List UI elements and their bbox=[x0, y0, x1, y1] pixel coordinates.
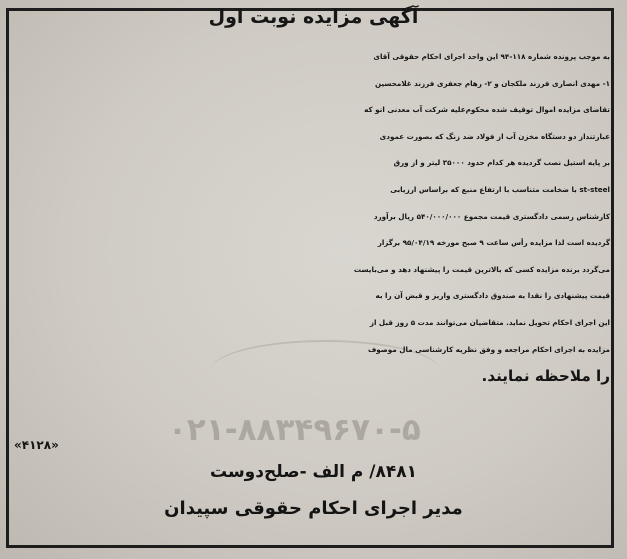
body-line: st-steel با ضخامت متناسب با ارتفاع منبع که براساس ارزیابی bbox=[390, 184, 610, 194]
body-line: گردیده است لذا مزایده رأس ساعت ۹ صبح مورخه ۹۵/۰۴/۱۹ برگزار bbox=[377, 238, 610, 248]
body-line: قیمت پیشنهادی را نقدا به صندوق دادگستری واریز و قبض آن را به bbox=[375, 291, 610, 301]
body-line: تقاضای مزایده اموال توقیف شده محکوم‌علیه شرکت آب معدنی انو که bbox=[364, 105, 610, 115]
body-line: عبارتنداز دو دستگاه مخزن آب از فولاد ضد زنگ که بصورت عمودی bbox=[379, 131, 610, 141]
body-line: بر پایه استیل نصب گردیده هر کدام حدود ۳۵۰۰۰ لیتر و از ورق bbox=[393, 158, 610, 168]
notice-title: آگهی مزایده نوبت اول bbox=[208, 6, 419, 28]
body-line: ۱- مهدی انصاری فرزند ملکجان و ۲- رهام جعفری فرزند غلامحسین bbox=[374, 78, 610, 88]
body-line: را ملاحظه نمایند. bbox=[481, 367, 610, 386]
notice-body bbox=[14, 44, 610, 390]
body-line: مزایده به اجرای احکام مراجعه و وفق نظریه کارشناسی مال موصوف bbox=[367, 344, 610, 354]
watermark-phone-number: ۰۲۱-۸۸۳۴۹۶۷۰-۵ bbox=[168, 412, 421, 448]
body-line: این اجرای احکام تحویل نماید. متقاضیان می‌توانند مدت ۵ روز قبل از bbox=[369, 317, 610, 327]
body-line: می‌گردد برنده مزایده کسی که بالاترین قیمت را پیشنهاد دهد و می‌بایست bbox=[353, 264, 610, 274]
signature-office: مدیر اجرای احکام حقوقی سپیدان bbox=[164, 498, 463, 519]
body-line: به موجب پرونده شماره ۱۱۸-۹۴ این واحد اجرای احکام حقوقی آقای bbox=[373, 52, 610, 61]
body-line: کارشناس رسمی دادگستری قیمت مجموع ۵۴۰/۰۰۰/۰۰۰ ریال برآورد bbox=[373, 211, 610, 221]
signature-reference: ۸۴۸۱/ م الف -صلح‌دوست bbox=[209, 462, 418, 482]
reference-code: «۴۱۲۸» bbox=[14, 438, 59, 452]
